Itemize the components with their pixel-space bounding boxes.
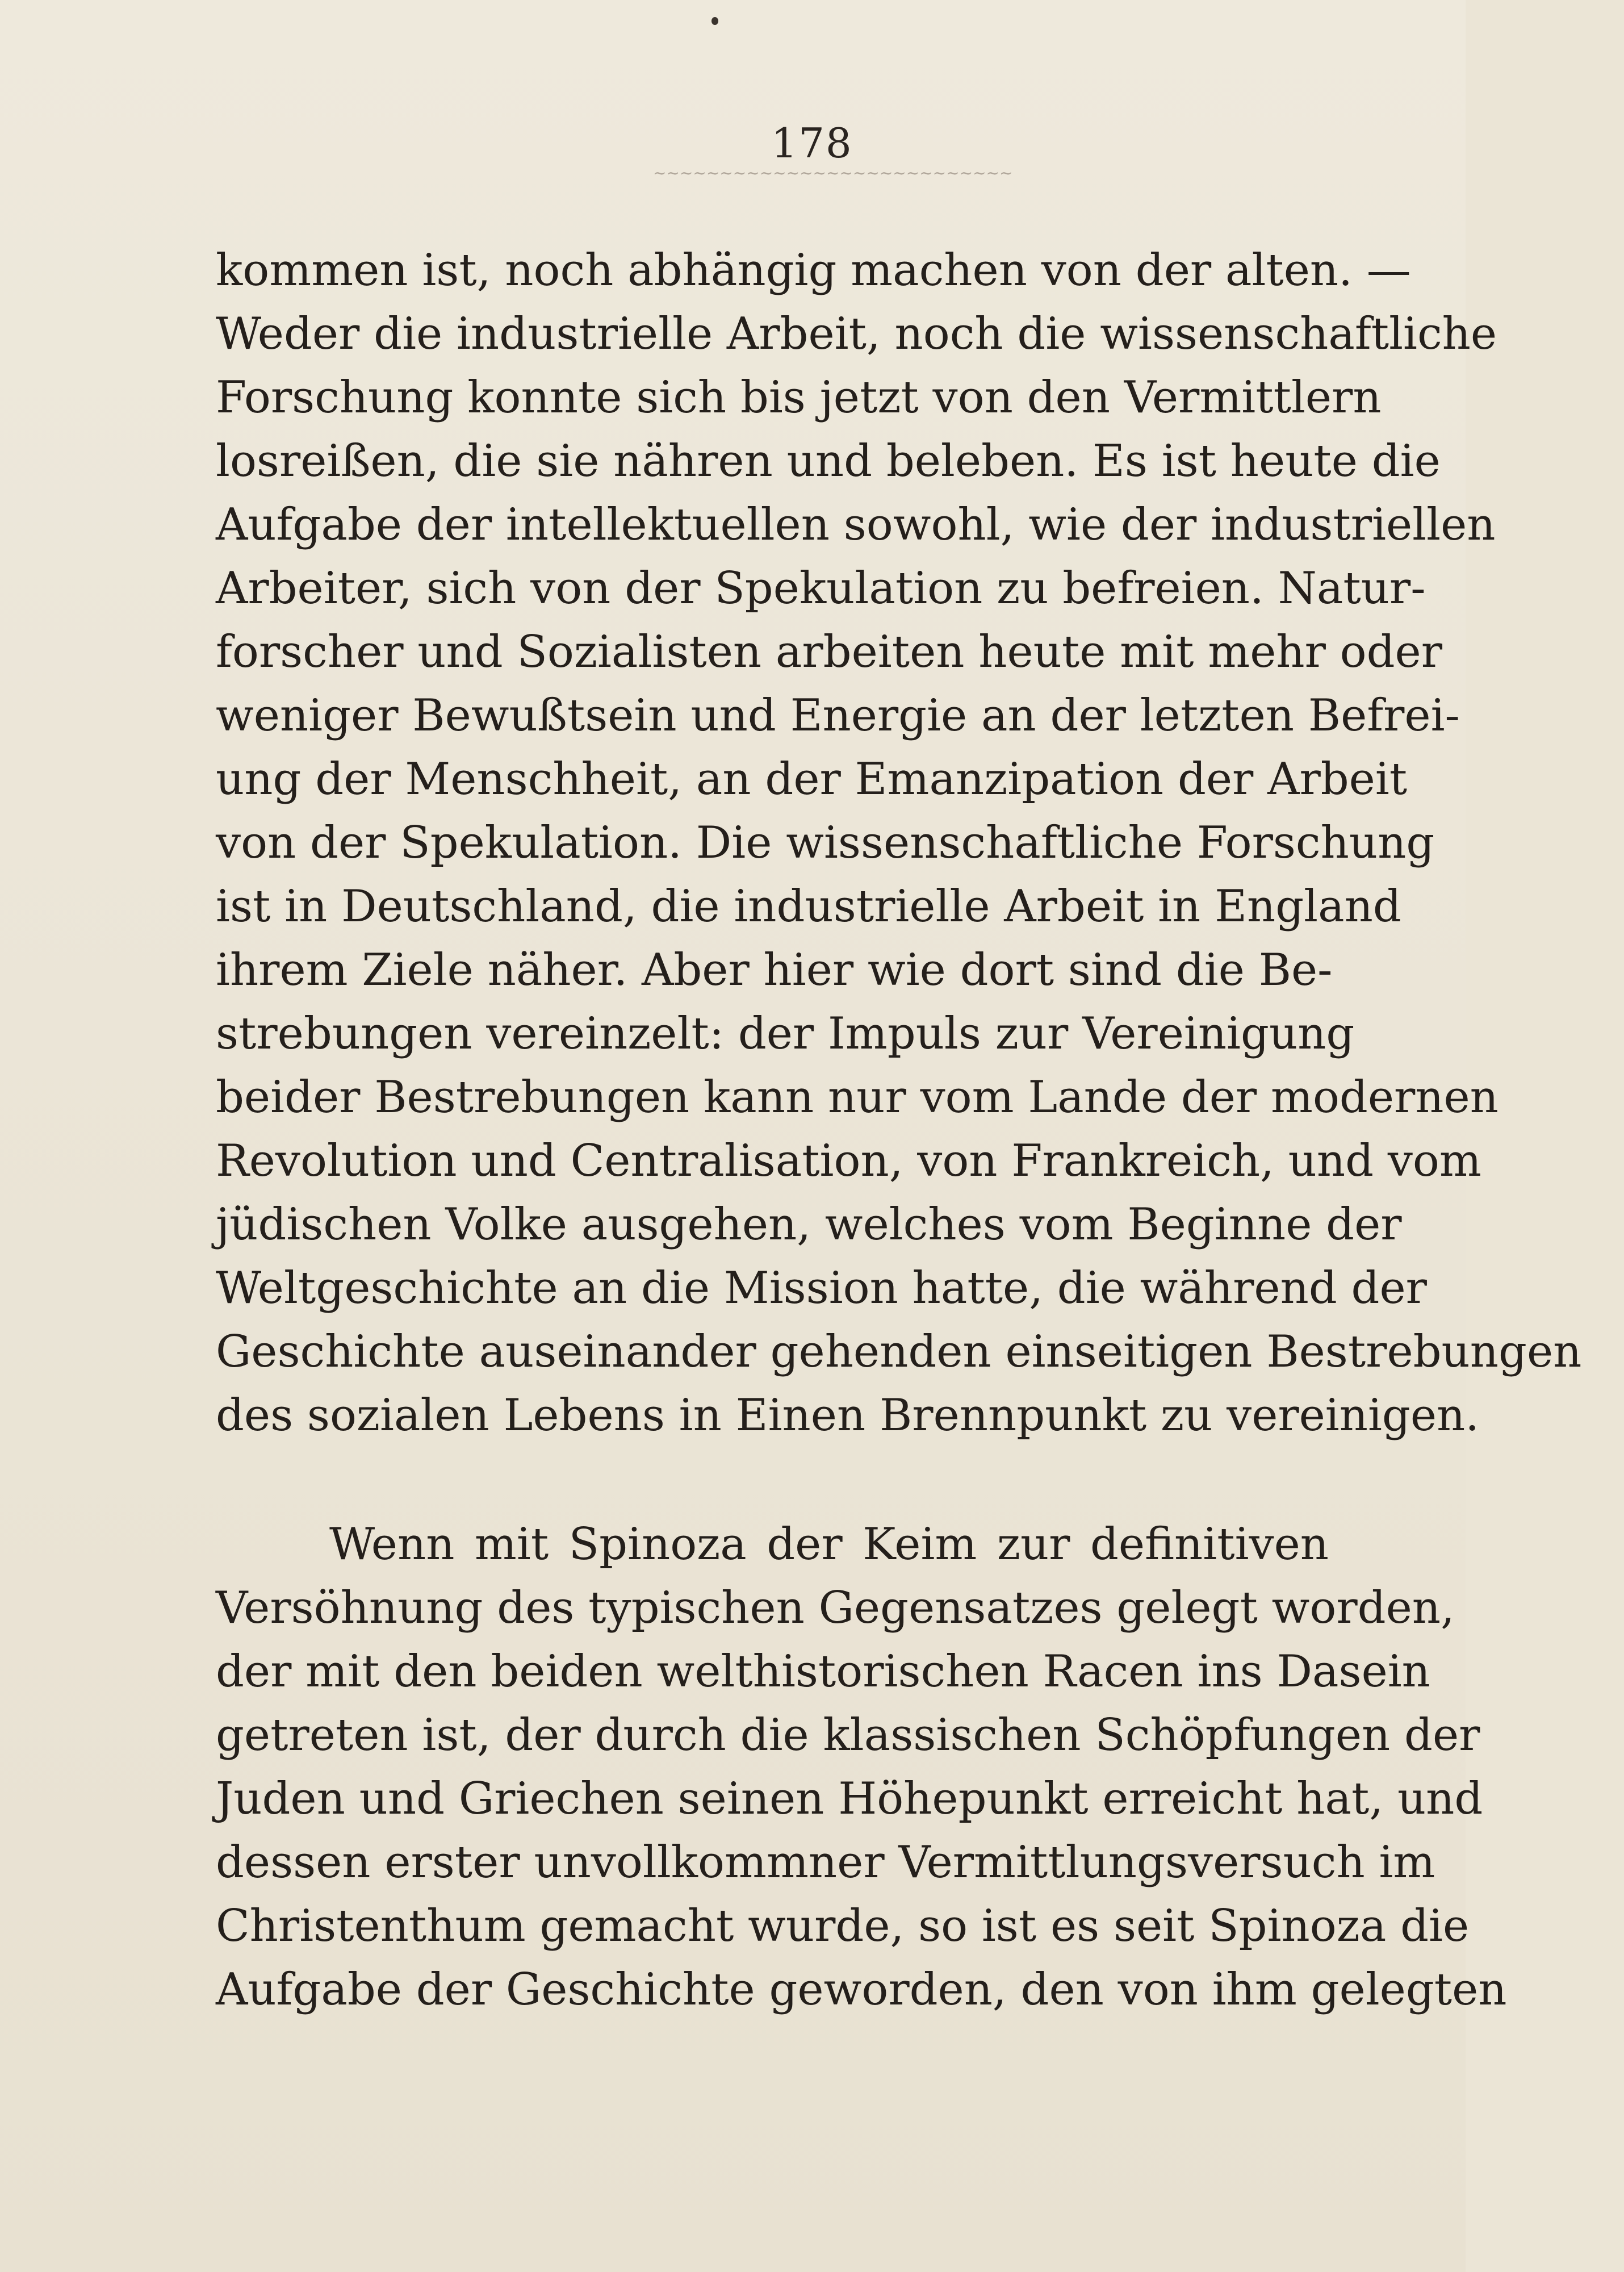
text-line: losreißen, die sie nähren und beleben. Es ist heute die	[216, 436, 1441, 487]
text-line: Juden und Griechen seinen Höhepunkt erreicht hat, und	[216, 1773, 1483, 1824]
text-line: dessen erster unvollkommner Vermittlungsversuch im	[216, 1837, 1435, 1888]
text-line: Revolution und Centralisation, von Frankreich, und vom	[216, 1135, 1481, 1187]
text-line: Aufgabe der intellektuellen sowohl, wie der industriellen	[216, 499, 1496, 550]
text-line: Arbeiter, sich von der Spekulation zu befreien. Natur-	[216, 563, 1426, 614]
text-line: der mit den beiden welthistorischen Racen ins Dasein	[216, 1646, 1430, 1697]
body-text	[216, 239, 1582, 2022]
page-number: 178	[771, 119, 853, 167]
ink-speck	[711, 17, 718, 25]
text-line: Versöhnung des typischen Gegensatzes gelegt worden,	[216, 1582, 1455, 1634]
paragraph-1	[216, 239, 1582, 1447]
text-line: ung der Menschheit, an der Emanzipation der Arbeit	[216, 754, 1408, 805]
text-line: ist in Deutschland, die industrielle Arbeit in England	[216, 881, 1401, 932]
text-line: Geschichte auseinander gehenden einseitigen Bestrebungen	[216, 1326, 1582, 1377]
paragraph-gap	[216, 1447, 1329, 1513]
text-line: Christenthum gemacht wurde, so ist es seit Spinoza die	[216, 1901, 1470, 1952]
header-ornament: ~~~~~~~~~~~~~~~~~~~~~~~~~~~	[653, 164, 1013, 182]
text-line: strebungen vereinzelt: der Impuls zur Vereinigung	[216, 1008, 1355, 1059]
text-line: von der Spekulation. Die wissenschaftliche Forschung	[216, 817, 1435, 868]
text-line: ihrem Ziele näher. Aber hier wie dort sind die Be-	[216, 945, 1333, 996]
text-line: Weder die industrielle Arbeit, noch die wissenschaftliche	[216, 308, 1497, 360]
text-line: weniger Bewußtsein und Energie an der letzten Befrei-	[216, 690, 1460, 741]
text-line: forscher und Sozialisten arbeiten heute mit mehr oder	[216, 627, 1443, 678]
text-line: beider Bestrebungen kann nur vom Lande der modernen	[216, 1072, 1499, 1123]
text-line: getreten ist, der durch die klassischen Schöpfungen der	[216, 1710, 1480, 1761]
text-line: Forschung konnte sich bis jetzt von den Vermittlern	[216, 372, 1382, 423]
text-line: Aufgabe der Geschichte geworden, den von ihm gelegten	[216, 1964, 1507, 2015]
paragraph-2	[216, 1513, 1507, 2022]
text-line: des sozialen Lebens in Einen Brennpunkt zu vereinigen.	[216, 1390, 1480, 1441]
text-line: kommen ist, noch abhängig machen von der alten. —	[216, 245, 1411, 296]
text-line: Wenn mit Spinoza der Keim zur definitiven	[329, 1519, 1329, 1570]
text-line: Weltgeschichte an die Mission hatte, die während der	[216, 1263, 1427, 1314]
text-line: jüdischen Volke ausgehen, welches vom Beginne der	[216, 1199, 1402, 1250]
